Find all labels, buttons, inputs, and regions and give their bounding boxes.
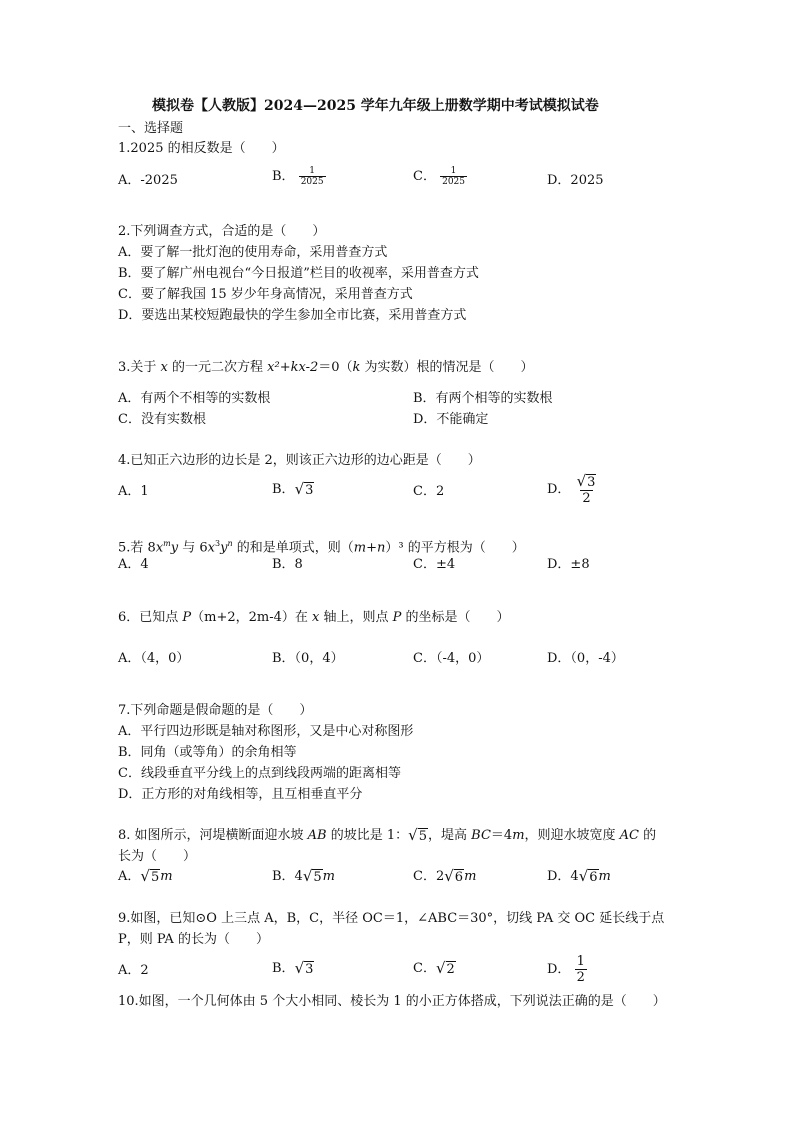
q3-option-b: B．有两个相等的实数根: [413, 391, 553, 406]
q6-var: x: [312, 610, 320, 625]
q8-segment: AB: [307, 828, 327, 843]
radicand: 3: [587, 475, 596, 490]
q6-option-c: C．（-4，0）: [413, 651, 490, 666]
q3-variable-k: k: [352, 360, 361, 375]
q8-stem-part: 的: [639, 828, 657, 843]
fraction-denominator: 2025: [300, 177, 324, 187]
q1-option-b-fraction: [299, 166, 326, 187]
radicand: 6: [589, 870, 598, 885]
q4-stem: 4.已知正六边形的边长是 2，则该正六边形的边心距是（ ）: [118, 453, 481, 468]
sqrt-symbol: √ 5: [302, 867, 322, 885]
q5-option-c: C．±4: [413, 557, 456, 572]
q4-option-b: [272, 481, 314, 498]
q8-stem-part: ，堤高: [428, 828, 472, 843]
q2-option-c: C．要了解我国 15 岁少年身高情况，采用普查方式: [118, 287, 413, 302]
q1-option-a: A．-2025: [118, 173, 178, 188]
q8-unit: m: [322, 869, 335, 884]
radicand: 6: [454, 870, 464, 885]
q6-option-b: B．（0，4）: [272, 651, 344, 666]
q5-var: m+n: [353, 540, 386, 556]
q7-option-b: B．同角（或等角）的余角相等: [118, 745, 297, 760]
q3-option-a: A．有两个不相等的实数根: [118, 391, 271, 406]
q4-option-d-label: D．: [547, 482, 571, 497]
q6-point: P: [392, 610, 402, 625]
q1-stem: 1.2025 的相反数是（ ）: [118, 141, 285, 156]
q8-option-c-label: C．2: [413, 869, 445, 884]
fraction-denominator: 2: [582, 491, 591, 506]
q5-var: y: [220, 540, 228, 556]
q5-exp: n: [227, 539, 233, 548]
q3-stem-part: 为实数）根的情况是（ ）: [360, 360, 534, 375]
q4-option-b-label: B．: [272, 482, 295, 497]
q6-stem-part: 6．已知点: [118, 610, 183, 625]
q1-option-d: D．2025: [547, 173, 604, 188]
q5-exp: 3: [215, 539, 221, 548]
q8-stem-part: 的坡比是 1：: [326, 828, 409, 843]
radicand: 5: [418, 829, 428, 844]
q8-segment: AC: [619, 828, 639, 843]
fraction-denominator: 2025: [442, 177, 465, 187]
q9-option-d-label: D．: [547, 962, 571, 977]
q9-option-d: [547, 954, 587, 985]
fraction-denominator: 2: [576, 970, 585, 985]
q8-segment: BC: [471, 828, 491, 843]
q2-option-d: D．要选出某校短跑最快的学生参加全市比赛，采用普查方式: [118, 308, 467, 323]
fraction-numerator: 1: [576, 954, 585, 969]
q4-option-d: [547, 473, 598, 506]
q4-option-d-fraction: [575, 473, 599, 506]
q9-option-b-label: B．: [272, 961, 295, 976]
q8-unit: m: [160, 869, 173, 884]
q5-option-d: D．±8: [547, 557, 590, 572]
q4-option-c: C．2: [413, 484, 445, 499]
q9-stem-line1: 9.如图，已知⊙O 上三点 A，B，C，半径 OC＝1，∠ABC＝30°，切线 PA 交 OC 延长线于点: [118, 911, 665, 926]
q5-exp: m: [163, 539, 171, 548]
q5-var: x: [155, 540, 164, 556]
q1-option-b: [272, 166, 326, 187]
q8-unit: m: [512, 828, 525, 843]
q5-stem: [118, 535, 525, 556]
q5-stem-part: 5.若 8: [118, 540, 156, 556]
q8-stem-part: 8. 如图所示，河堤横断面迎水坡: [118, 828, 308, 843]
radicand: 2: [446, 962, 455, 977]
q6-stem-part: 轴上，则点: [319, 610, 393, 625]
q10-stem: 10.如图，一个几何体由 5 个大小相同、棱长为 1 的小正方体搭成，下列说法正确的是（ ）: [118, 994, 666, 1009]
q8-option-d: [547, 868, 611, 885]
q8-option-a: [118, 868, 173, 885]
fraction-numerator: 1: [450, 166, 457, 176]
q8-unit: m: [464, 869, 477, 884]
q7-option-c: C．线段垂直平分线上的点到线段两端的距离相等: [118, 766, 401, 781]
q1-option-b-label: B．: [272, 169, 295, 184]
q3-option-c: C．没有实数根: [118, 412, 206, 427]
section-heading: 一、选择题: [118, 121, 184, 136]
q8-stem-part: ＝4: [490, 828, 513, 843]
q8-option-b: [272, 868, 335, 885]
q7-option-a: A．平行四边形既是轴对称图形，又是中心对称图形: [118, 724, 414, 739]
q4-option-a: A．1: [118, 484, 149, 499]
q1-option-c-label: C．: [413, 169, 436, 184]
q8-unit: m: [598, 869, 611, 884]
q6-option-a: A．（4，0）: [118, 651, 190, 666]
q6-stem: [118, 609, 510, 626]
q3-variable-x: x: [160, 360, 168, 375]
q7-stem: 7.下列命题是假命题的是（ ）: [118, 703, 313, 718]
q6-stem-part: （m+2，2m-4）在: [191, 610, 313, 625]
q9-option-d-fraction: [575, 954, 587, 985]
q8-stem-part: ，则迎水坡宽度: [524, 828, 620, 843]
q9-option-c-label: C．: [413, 961, 436, 976]
sqrt-symbol: √ 6: [444, 867, 464, 885]
sqrt-symbol: √ 5: [140, 867, 160, 885]
q6-point: P: [182, 610, 192, 625]
q5-stem-part: 的和是单项式，则（: [232, 540, 354, 556]
q3-option-d: D．不能确定: [413, 412, 489, 427]
sqrt-symbol: √ 2: [435, 959, 455, 977]
q9-stem-line2: P，则 PA 的长为（ ）: [118, 932, 269, 947]
q5-stem-part: 与 6: [178, 540, 208, 556]
q1-option-c: [413, 166, 467, 187]
q2-option-b: B．要了解广州电视台“今日报道”栏目的收视率，采用普查方式: [118, 266, 479, 281]
q8-option-c: [413, 868, 476, 885]
sqrt-symbol: √ 5: [408, 826, 428, 844]
q8-stem-line1: [118, 827, 656, 844]
radicand: 3: [305, 962, 314, 977]
q8-option-a-label: A．: [118, 869, 141, 884]
q9-option-b: [272, 960, 314, 977]
q9-option-a: A．2: [118, 963, 149, 978]
exam-title: 模拟卷【人教版】2024—2025 学年九年级上册数学期中考试模拟试卷: [152, 98, 599, 114]
radicand: 5: [150, 870, 160, 885]
q3-stem: [118, 359, 534, 376]
q6-option-d: D．（0，-4）: [547, 651, 624, 666]
q3-stem-part: ＝0（: [318, 360, 353, 375]
q3-equation: x²+kx-2: [267, 360, 319, 375]
q5-option-b: B．8: [272, 557, 303, 572]
q9-option-c: [413, 960, 456, 977]
q3-stem-part: 3.关于: [118, 360, 161, 375]
sqrt-symbol: √ 3: [294, 959, 314, 977]
sqrt-symbol: √ 3: [576, 472, 596, 490]
q5-var: y: [170, 540, 179, 556]
sqrt-symbol: √ 3: [294, 480, 314, 498]
q1-option-c-fraction: [440, 166, 467, 187]
q3-stem-part: 的一元二次方程: [167, 360, 268, 375]
q2-stem: 2.下列调查方式，合适的是（ ）: [118, 224, 326, 239]
q5-stem-part: ）³ 的平方根为（ ）: [385, 540, 525, 556]
q8-stem-line2: 长为（ ）: [118, 849, 197, 864]
q6-stem-part: 的坐标是（ ）: [401, 610, 510, 625]
q7-option-d: D．正方形的对角线相等，且互相垂直平分: [118, 787, 363, 802]
q8-option-b-label: B．4: [272, 869, 303, 884]
sqrt-symbol: √ 6: [578, 867, 598, 885]
q5-var: x: [207, 540, 215, 556]
q5-option-a: A．4: [118, 557, 149, 572]
radicand: 5: [313, 870, 322, 885]
fraction-numerator: 1: [309, 166, 316, 176]
q2-option-a: A．要了解一批灯泡的使用寿命，采用普查方式: [118, 245, 388, 260]
radicand: 3: [305, 483, 314, 498]
q8-option-d-label: D．4: [547, 869, 579, 884]
